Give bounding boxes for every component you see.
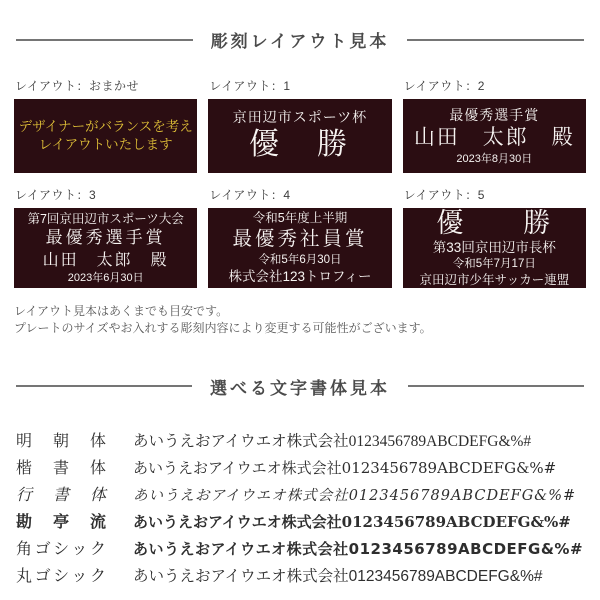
engraving-plate-1 — [208, 99, 391, 173]
engraving-plate-3 — [14, 208, 197, 288]
plate-line: 最優秀選手賞 — [45, 228, 166, 248]
title-rule-right — [407, 39, 584, 41]
font-row-kaku-gothic — [16, 536, 586, 563]
font-row-maru-gothic — [16, 563, 586, 590]
plate-line: 最優秀選手賞 — [449, 106, 540, 123]
layout-card-2 — [403, 77, 586, 173]
font-row-kanteiryu — [16, 509, 586, 536]
layout-card-3 — [14, 186, 197, 288]
plate-line: 令和5年度上半期 — [252, 211, 348, 226]
plate-line: 2023年6月30日 — [67, 271, 144, 284]
layout-card-label: レイアウト：5 — [403, 188, 485, 202]
engraving-plate-4 — [208, 208, 391, 288]
font-row-mincho — [16, 428, 586, 455]
plate-line: 令和5年6月30日 — [258, 253, 342, 266]
layout-section-title — [16, 27, 584, 52]
layout-disclaimer — [14, 303, 586, 338]
font-section-title — [16, 374, 584, 399]
layout-card-omakase — [14, 77, 197, 173]
font-name: 角ゴシック — [16, 540, 106, 558]
plate-line: 優 勝 — [248, 128, 351, 162]
layout-card-4 — [208, 186, 391, 288]
title-rule-left — [16, 385, 192, 387]
font-name: 勘亭流 — [16, 511, 106, 531]
plate-line: 最優秀社員賞 — [232, 227, 368, 250]
font-sample-text: あいうえおアイウエオ株式会社0123456789ABCDEFG&%# — [133, 487, 577, 504]
plate-line: 山田 太郎 殿 — [413, 126, 575, 150]
title-rule-left — [16, 39, 193, 41]
plate-line: 第33回京田辺市長杯 — [432, 240, 556, 256]
font-specimen-table — [16, 428, 586, 590]
plate-line: 京田辺市スポーツ杯 — [232, 109, 368, 126]
font-row-kaisho — [16, 455, 586, 482]
layout-card-label: レイアウト：2 — [403, 79, 485, 93]
layout-card-5 — [403, 186, 586, 288]
layout-section-title-text: 彫刻レイアウト見本 — [210, 32, 390, 51]
plate-line: 株式会社123トロフィー — [228, 268, 372, 284]
engraving-plate-2 — [403, 99, 586, 173]
layout-cards-grid — [14, 77, 586, 288]
engraving-plate-5 — [403, 208, 586, 288]
layout-card-label: レイアウト：1 — [209, 79, 291, 93]
disclaimer-line-1: レイアウト見本はあくまでも目安です。 — [14, 304, 229, 318]
title-rule-right — [408, 385, 584, 387]
plate-line: 令和5年7月17日 — [452, 258, 536, 271]
font-sample-text: あいうえおアイウエオ株式会社0123456789ABCDEFG&%# — [133, 512, 571, 531]
font-name: 行書体 — [16, 484, 106, 504]
plate-line: デザイナーがバランスを考え — [18, 119, 193, 135]
font-name: 丸ゴシック — [16, 567, 106, 585]
font-sample-text: あいうえおアイウエオ株式会社0123456789ABCDEFG&%# — [133, 567, 543, 585]
font-sample-text: あいうえおアイウエオ株式会社0123456789ABCDEFG&%# — [133, 458, 557, 477]
layout-card-1 — [208, 77, 391, 173]
layout-card-label: レイアウト：3 — [15, 188, 97, 202]
plate-line: 優 勝 — [436, 208, 553, 239]
font-sample-text: あいうえおアイウエオ株式会社0123456789ABCDEFG&%# — [133, 539, 584, 558]
font-sample-text: あいうえおアイウエオ株式会社0123456789ABCDEFG&%# — [133, 432, 532, 450]
font-name: 明朝体 — [16, 432, 106, 450]
font-name: 楷書体 — [16, 459, 106, 477]
font-section-title-text: 選べる文字書体見本 — [210, 378, 390, 398]
plate-line: 京田辺市少年サッカー連盟 — [419, 273, 570, 288]
font-row-gyosho — [16, 482, 586, 509]
disclaimer-line-2: プレートのサイズやお入れする彫刻内容により変更する可能性がございます。 — [14, 321, 432, 336]
layout-card-label: レイアウト：4 — [209, 188, 291, 202]
plate-line: レイアウトいたします — [38, 137, 173, 152]
plate-line: 2023年8月30日 — [456, 152, 533, 165]
layout-card-label: レイアウト：おまかせ — [15, 79, 140, 93]
engraving-plate-omakase — [14, 99, 197, 173]
plate-line: 第7回京田辺市スポーツ大会 — [27, 211, 184, 226]
plate-line: 山田 太郎 殿 — [42, 251, 169, 269]
